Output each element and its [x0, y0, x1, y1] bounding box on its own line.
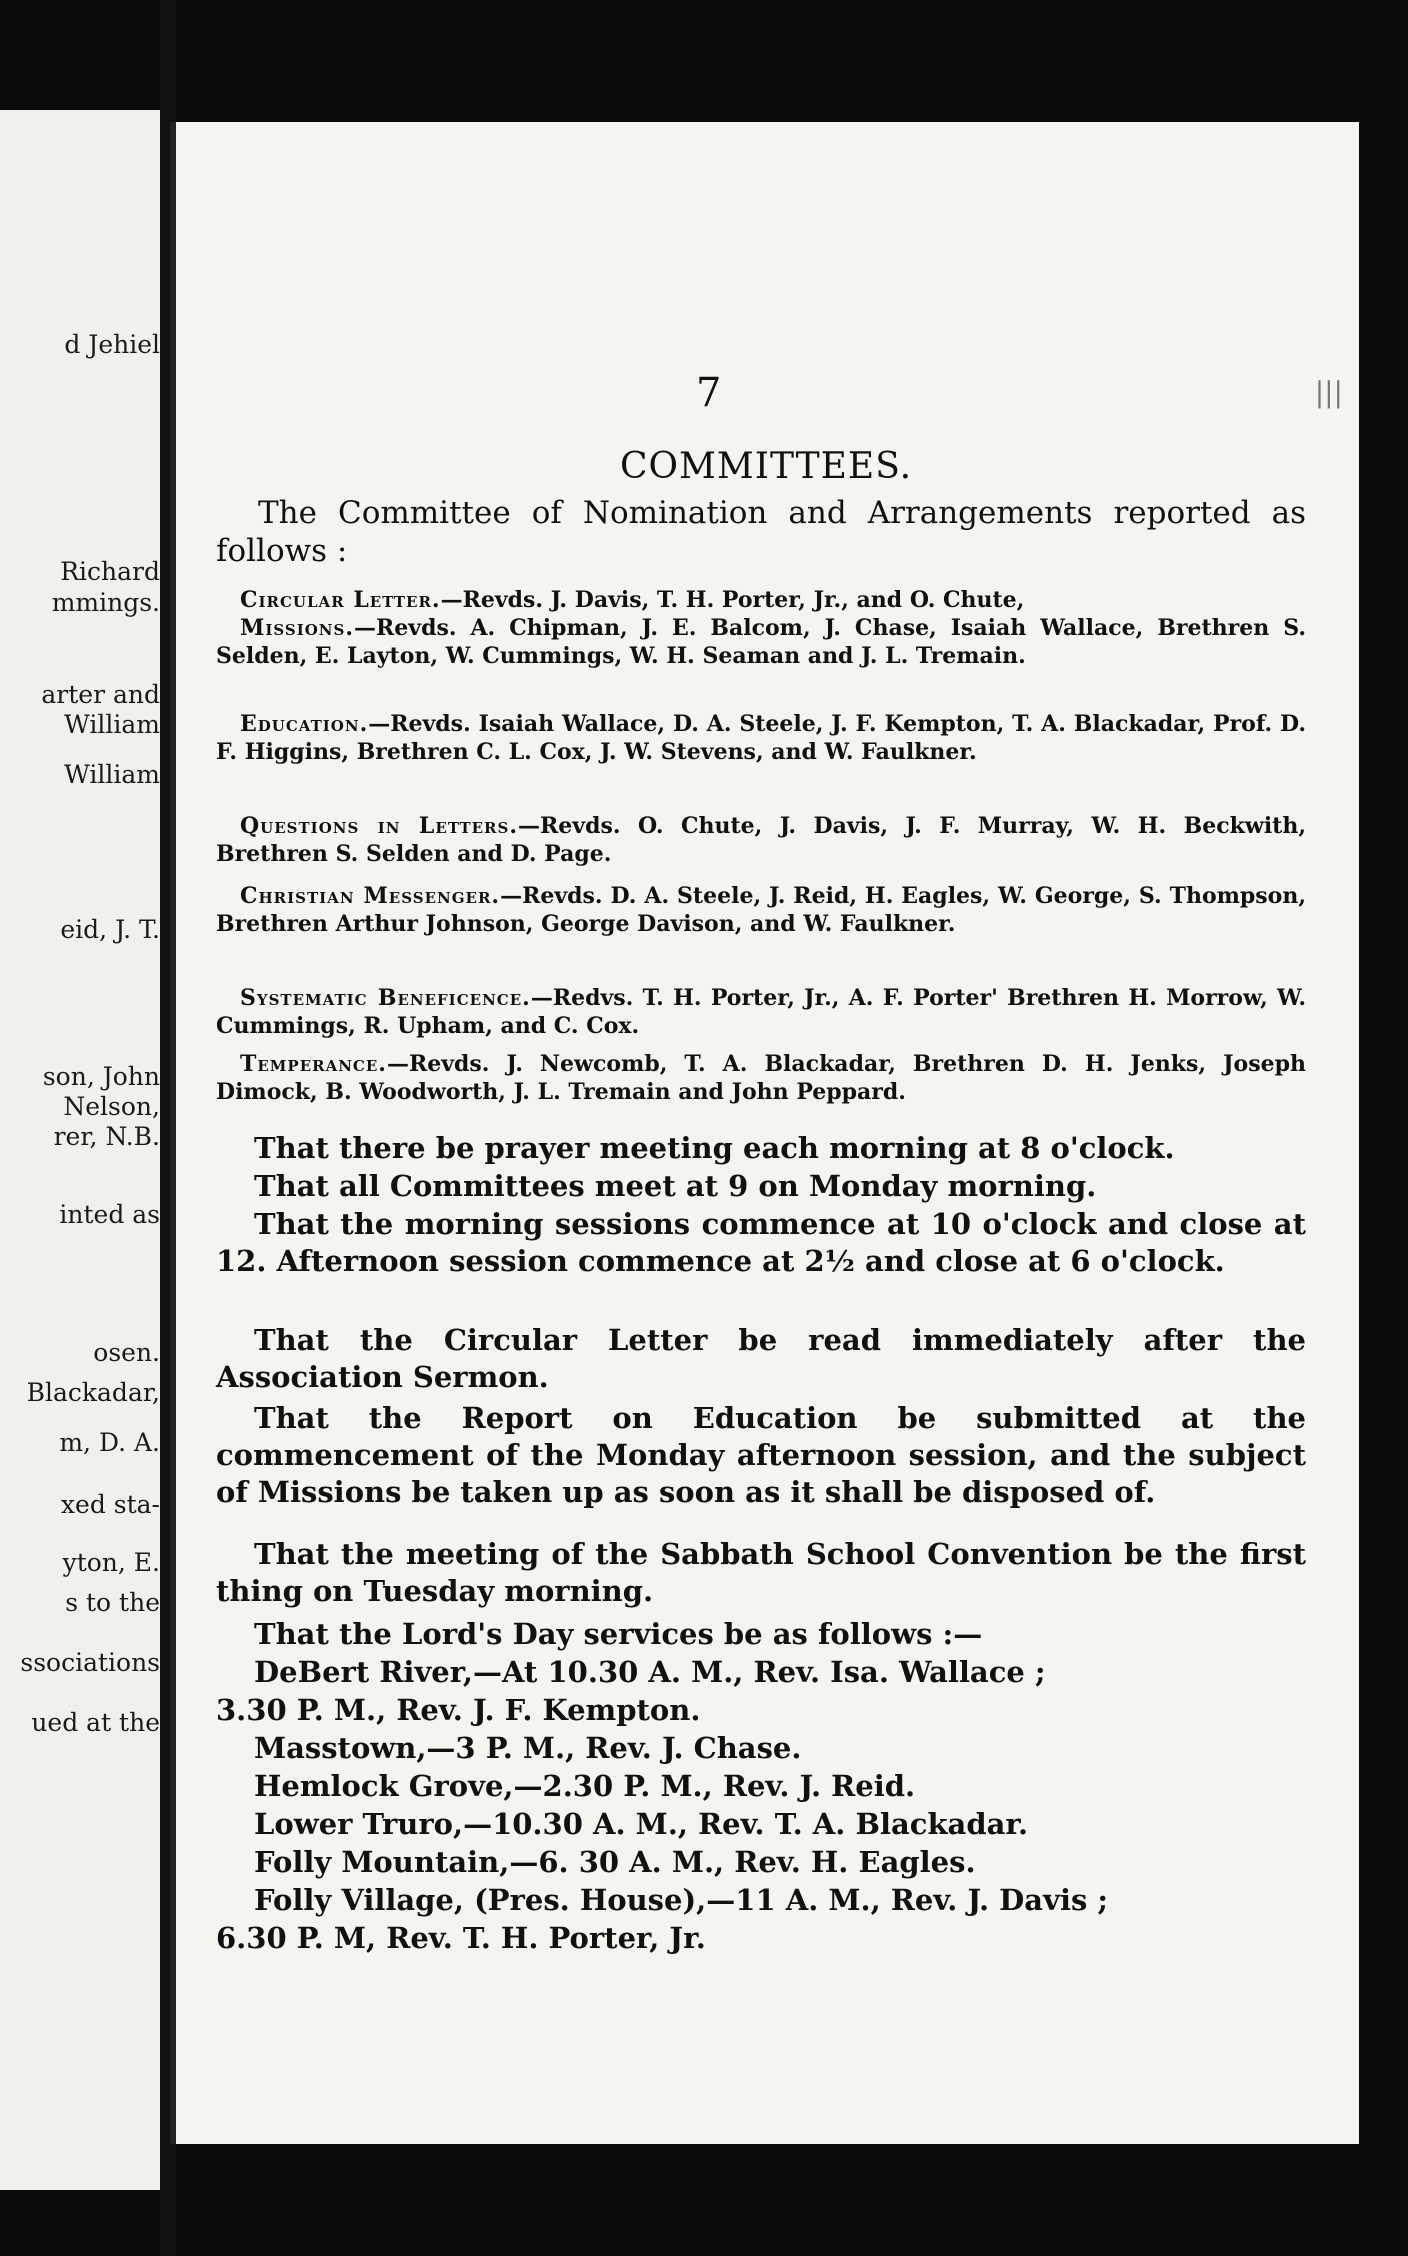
resolution-paragraph: That the meeting of the Sabbath School Convention be the first thing on Tuesday morning. — [216, 1537, 1306, 1608]
committee-name: Questions in Letters. — [240, 813, 519, 839]
committee-name: Christian Messenger. — [240, 883, 501, 909]
resolution-paragraph: That the morning sessions commence at 10 o'clock and close at 12. Afternoon session commence at 2½ and close at 6 o'clock. — [216, 1207, 1306, 1278]
committee-entry — [216, 1050, 1306, 1106]
committee-entry — [216, 812, 1306, 868]
left-page-line: son, John — [42, 1062, 160, 1091]
left-page-line: d Jehiel — [64, 330, 160, 359]
left-page-line: osen. — [93, 1338, 160, 1367]
service-line: 6.30 P. M, Rev. T. H. Porter, Jr. — [216, 1921, 706, 1955]
left-page-line: m, D. A. — [59, 1428, 160, 1457]
committee-members: —Revds. D. A. Steele, J. Reid, H. Eagles, W. George, S. Thompson, Brethren Arthur Johnson, George Davison, and W. Faulkner. — [216, 883, 1306, 937]
resolution-paragraph: That the Circular Letter be read immediately after the Association Sermon. — [216, 1323, 1306, 1394]
left-page-line: eid, J. T. — [60, 915, 160, 944]
committee-members: —Revds. A. Chipman, J. E. Balcom, J. Chase, Isaiah Wallace, Brethren S. Selden, E. Layton, W. Cummings, W. H. Seaman and J. L. Tremain. — [216, 615, 1306, 669]
committee-entry — [216, 882, 1306, 938]
left-page-line: Blackadar, — [26, 1378, 160, 1407]
service-line: Folly Village, (Pres. House),—11 A. M., Rev. J. Davis ; — [254, 1883, 1109, 1917]
committee-members: —Revds. J. Newcomb, T. A. Blackadar, Brethren D. H. Jenks, Joseph Dimock, B. Woodworth, J. L. Tremain and John Peppard. — [216, 1051, 1306, 1105]
committee-entry — [216, 586, 1306, 614]
service-line: 3.30 P. M., Rev. J. F. Kempton. — [216, 1693, 701, 1727]
left-page-fragment — [0, 110, 170, 2190]
resolution-paragraph: That the Report on Education be submitted at the commencement of the Monday afternoon session, and the subject of Missions be taken up as soon as it shall be disposed of. — [216, 1401, 1306, 1509]
committee-name: Education. — [240, 711, 369, 737]
page-title: COMMITTEES. — [619, 446, 913, 487]
committee-name: Systematic Beneficence. — [240, 985, 531, 1011]
left-page-line: Richard — [60, 557, 160, 586]
service-line: Lower Truro,—10.30 A. M., Rev. T. A. Blackadar. — [254, 1807, 1029, 1841]
main-page — [170, 122, 1359, 2144]
left-page-line: inted as — [59, 1200, 160, 1229]
left-page-line: arter and — [41, 680, 160, 709]
committee-members: —Revds. Isaiah Wallace, D. A. Steele, J. F. Kempton, T. A. Blackadar, Prof. D. F. Higgins, Brethren C. L. Cox, J. W. Stevens, and W. Faulkner. — [216, 711, 1306, 765]
committee-entry — [216, 710, 1306, 766]
page-edge-mark: ||| — [1314, 376, 1343, 409]
left-page-line: ssociations — [20, 1648, 160, 1677]
resolution-paragraph: That all Committees meet at 9 on Monday morning. — [254, 1169, 1097, 1203]
resolution-paragraph: That the Lord's Day services be as follows :— — [254, 1617, 983, 1651]
committee-members: —Revds. J. Davis, T. H. Porter, Jr., and O. Chute, — [440, 587, 1025, 613]
resolution-paragraph: That there be prayer meeting each morning at 8 o'clock. — [254, 1131, 1175, 1165]
left-page-line: rer, N.B. — [53, 1122, 160, 1151]
committee-name: Missions. — [240, 615, 354, 641]
service-line: Hemlock Grove,—2.30 P. M., Rev. J. Reid. — [254, 1769, 916, 1803]
committee-name: Temperance. — [240, 1051, 387, 1077]
left-page-line: yton, E. — [62, 1548, 160, 1577]
committee-entry — [216, 614, 1306, 670]
service-line: Folly Mountain,—6. 30 A. M., Rev. H. Eagles. — [254, 1845, 976, 1879]
service-line: Masstown,—3 P. M., Rev. J. Chase. — [254, 1731, 802, 1765]
committee-name: Circular Letter. — [240, 587, 441, 613]
page-number: 7 — [696, 370, 722, 416]
left-page-line: William — [64, 760, 160, 789]
left-page-line: Nelson, — [63, 1092, 160, 1121]
committee-entry — [216, 984, 1306, 1040]
left-page-line: s to the — [65, 1588, 160, 1617]
left-page-line: mmings. — [51, 588, 160, 617]
left-page-line: William — [64, 710, 160, 739]
committee-members: —Redvs. T. H. Porter, Jr., A. F. Porter' Brethren H. Morrow, W. Cummings, R. Upham, and C. Cox. — [216, 985, 1306, 1039]
intro-paragraph: The Committee of Nomination and Arrangements reported as follows : — [216, 495, 1306, 569]
left-page-line: ued at the — [31, 1708, 160, 1737]
committee-members: —Revds. O. Chute, J. Davis, J. F. Murray, W. H. Beckwith, Brethren S. Selden and D. Page. — [216, 813, 1306, 867]
left-page-line: xed sta- — [60, 1490, 160, 1519]
service-line: DeBert River,—At 10.30 A. M., Rev. Isa. Wallace ; — [254, 1655, 1046, 1689]
